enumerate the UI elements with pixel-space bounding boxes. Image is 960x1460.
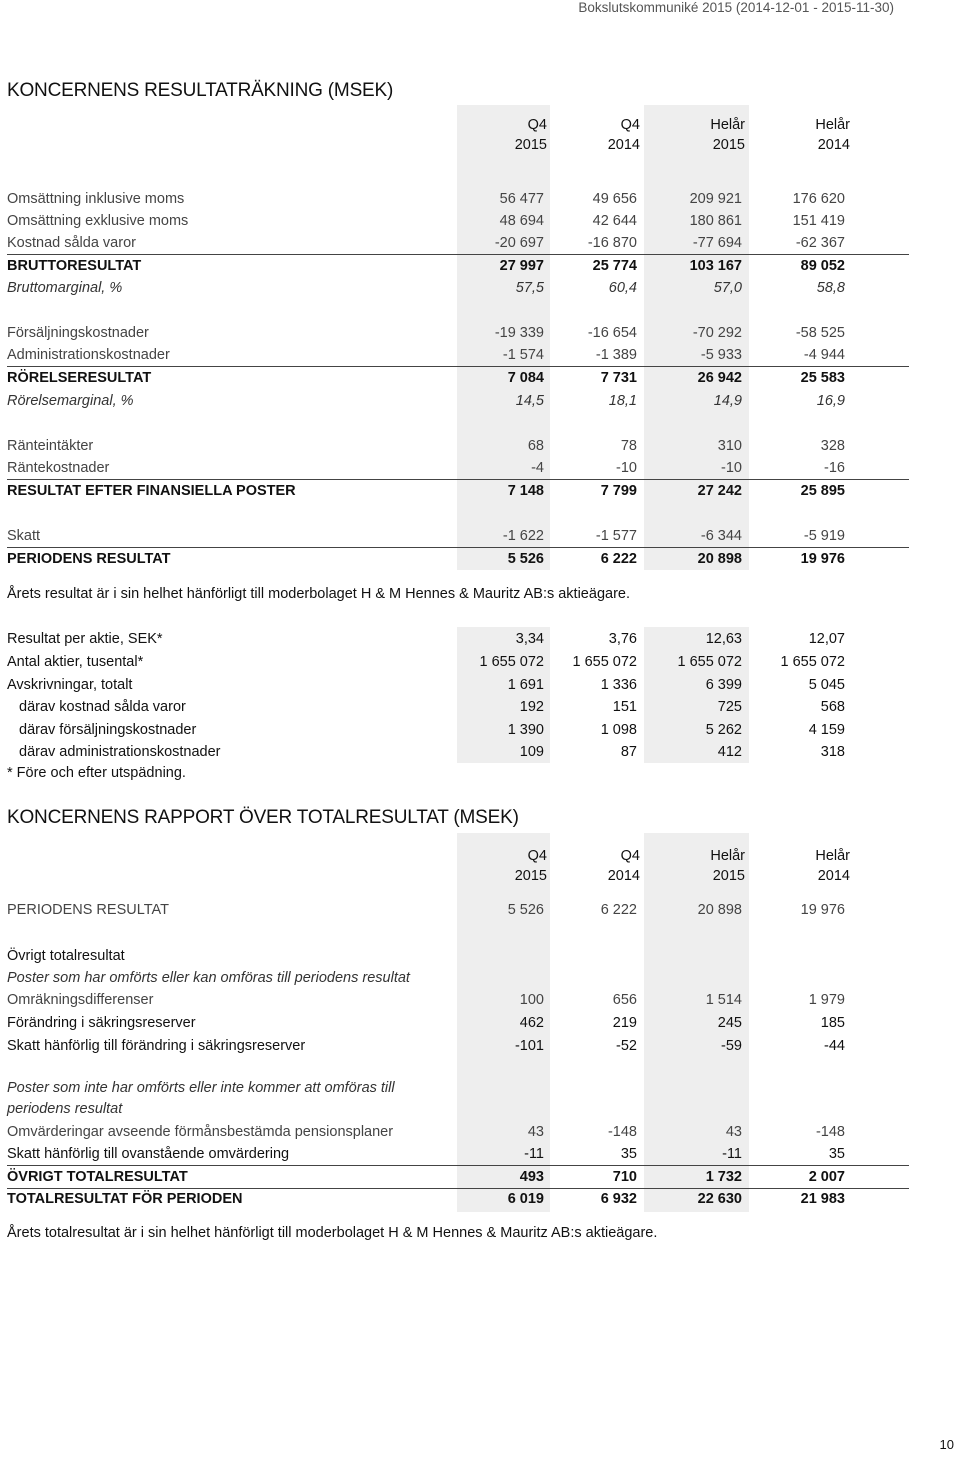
cell: 568 <box>820 699 845 715</box>
table-row <box>7 457 853 479</box>
col-header-2-line2: 2014 <box>607 137 640 153</box>
cell: 14,9 <box>713 393 742 409</box>
cell: -70 292 <box>692 325 742 341</box>
col-header-3-line1: Helår <box>710 848 745 864</box>
row-label: Omräkningsdifferenser <box>7 992 154 1008</box>
row-label: Antal aktier, tusental* <box>7 654 144 670</box>
cell: -11 <box>524 1146 544 1162</box>
table-row <box>7 277 853 299</box>
cell: 25 583 <box>800 370 845 386</box>
cell: 18,1 <box>608 393 637 409</box>
cell: 1 655 072 <box>572 654 637 670</box>
table-row <box>7 548 853 570</box>
cell: 1 098 <box>600 722 637 738</box>
row-label: Övrigt totalresultat <box>7 948 125 964</box>
row-label: Administrationskostnader <box>7 347 170 363</box>
cell: 48 694 <box>499 213 544 229</box>
col-header-2-line2: 2014 <box>607 868 640 884</box>
col-header-4-line2: 2014 <box>817 137 850 153</box>
cell: 89 052 <box>800 258 845 274</box>
cell: 27 242 <box>697 483 742 499</box>
table-row <box>7 628 853 650</box>
table-row <box>7 741 853 763</box>
cell: 151 419 <box>792 213 845 229</box>
cell: 58,8 <box>816 280 845 296</box>
cell: 462 <box>519 1015 544 1031</box>
cell: 1 655 072 <box>479 654 544 670</box>
table-row <box>7 1188 853 1210</box>
subheading <box>7 1077 853 1099</box>
row-label: RESULTAT EFTER FINANSIELLA POSTER <box>7 483 296 499</box>
income-statement-title: KONCERNENS RESULTATRÄKNING (MSEK) <box>7 80 394 101</box>
cell: 57,5 <box>515 280 544 296</box>
cell: 21 983 <box>800 1191 845 1207</box>
table-row <box>7 390 853 412</box>
row-label: Kostnad sålda varor <box>7 235 136 251</box>
cell: -59 <box>721 1038 742 1054</box>
table-row <box>7 435 853 457</box>
table-row <box>7 719 853 741</box>
cell: -44 <box>824 1038 845 1054</box>
row-label: Skatt hänförlig till ovanstående omvärdering <box>7 1146 290 1162</box>
cell: 2 007 <box>808 1169 845 1185</box>
cell: 6 019 <box>507 1191 544 1207</box>
cell: -1 574 <box>502 347 544 363</box>
row-label: Resultat per aktie, SEK* <box>7 631 163 647</box>
income-statement-note: Årets resultat är i sin helhet hänförligt till moderbolaget H & M Hennes & Mauritz AB:s aktieägare. <box>7 586 630 602</box>
cell: -62 367 <box>795 235 845 251</box>
cell: 5 045 <box>808 677 845 693</box>
row-label: BRUTTORESULTAT <box>7 258 142 274</box>
cell: -16 <box>824 460 845 476</box>
table-row <box>7 1166 853 1188</box>
col-header-3-line2: 2015 <box>712 137 745 153</box>
table-row <box>7 188 853 210</box>
cell: 109 <box>519 744 544 760</box>
cell: 710 <box>612 1169 637 1185</box>
col-header-1-line1: Q4 <box>527 117 547 133</box>
cell: 3,76 <box>608 631 637 647</box>
row-label: Skatt hänförlig till förändring i säkringsreserver <box>7 1038 306 1054</box>
cell: 1 979 <box>808 992 845 1008</box>
cell: -1 577 <box>595 528 637 544</box>
col-header-4-line1: Helår <box>815 117 850 133</box>
row-label: Försäljningskostnader <box>7 325 149 341</box>
cell: 3,34 <box>515 631 544 647</box>
table-row <box>7 899 853 921</box>
comprehensive-income-title: KONCERNENS RAPPORT ÖVER TOTALRESULTAT (MSEK) <box>7 807 519 828</box>
cell: -58 525 <box>795 325 845 341</box>
row-label: därav administrationskostnader <box>19 744 221 760</box>
table-row <box>7 1012 853 1034</box>
cell: -19 339 <box>494 325 544 341</box>
cell: 12,63 <box>705 631 742 647</box>
table-row <box>7 696 853 718</box>
cell: 176 620 <box>792 191 845 207</box>
cell: 185 <box>820 1015 845 1031</box>
row-label: Omsättning inklusive moms <box>7 191 185 207</box>
row-label: Bruttomarginal, % <box>7 280 123 296</box>
cell: 6 222 <box>600 551 637 567</box>
cell: 493 <box>519 1169 544 1185</box>
subheading <box>7 967 853 989</box>
row-label: Omsättning exklusive moms <box>7 213 189 229</box>
row-label: ÖVRIGT TOTALRESULTAT <box>7 1169 188 1185</box>
cell: 1 655 072 <box>780 654 845 670</box>
cell: 1 390 <box>507 722 544 738</box>
subheading <box>7 1098 853 1120</box>
cell: 310 <box>717 438 742 454</box>
cell: -10 <box>616 460 637 476</box>
cell: 1 691 <box>507 677 544 693</box>
cell: -16 654 <box>587 325 637 341</box>
cell: -4 944 <box>803 347 845 363</box>
cell: 27 997 <box>499 258 544 274</box>
row-label: periodens resultat <box>7 1101 123 1117</box>
cell: 328 <box>820 438 845 454</box>
cell: 725 <box>717 699 742 715</box>
cell: 60,4 <box>608 280 637 296</box>
col-header-4-line1: Helår <box>815 848 850 864</box>
page-number: 10 <box>939 1437 954 1452</box>
table-row <box>7 525 853 547</box>
row-label: Poster som inte har omförts eller inte kommer att omföras till <box>7 1080 395 1096</box>
cell: 5 526 <box>507 551 544 567</box>
cell: 56 477 <box>499 191 544 207</box>
cell: -16 870 <box>587 235 637 251</box>
page-header: Bokslutskommuniké 2015 (2014-12-01 - 2015-11-30) <box>578 0 894 15</box>
table-row <box>7 1121 853 1143</box>
cell: -52 <box>616 1038 637 1054</box>
cell: 14,5 <box>515 393 544 409</box>
col-header-3-line2: 2015 <box>712 868 745 884</box>
col-header-1-line1: Q4 <box>527 848 547 864</box>
table-row <box>7 232 853 254</box>
cell: 22 630 <box>697 1191 742 1207</box>
cell: 78 <box>620 438 637 454</box>
table-row <box>7 367 853 389</box>
cell: 87 <box>620 744 637 760</box>
row-label: TOTALRESULTAT FÖR PERIODEN <box>7 1191 243 1207</box>
cell: 43 <box>725 1124 742 1140</box>
cell: 1 336 <box>600 677 637 693</box>
cell: 180 861 <box>689 213 742 229</box>
cell: 12,07 <box>808 631 845 647</box>
cell: -1 389 <box>595 347 637 363</box>
table-row <box>7 255 853 277</box>
subheading <box>7 945 853 967</box>
cell: 219 <box>612 1015 637 1031</box>
table-row <box>7 322 853 344</box>
cell: -77 694 <box>692 235 742 251</box>
cell: -148 <box>815 1124 845 1140</box>
row-label: Avskrivningar, totalt <box>7 677 133 693</box>
cell: 19 976 <box>800 902 845 918</box>
cell: 209 921 <box>689 191 742 207</box>
cell: 5 262 <box>705 722 742 738</box>
cell: -4 <box>531 460 544 476</box>
cell: 151 <box>612 699 637 715</box>
cell: -10 <box>721 460 742 476</box>
row-label: PERIODENS RESULTAT <box>7 551 171 567</box>
row-label: Räntekostnader <box>7 460 110 476</box>
table-row <box>7 480 853 502</box>
cell: 1 514 <box>705 992 742 1008</box>
cell: 35 <box>620 1146 637 1162</box>
cell: -6 344 <box>700 528 742 544</box>
cell: -148 <box>607 1124 637 1140</box>
table-row <box>7 1035 853 1057</box>
row-label: Förändring i säkringsreserver <box>7 1015 196 1031</box>
row-label: Skatt <box>7 528 41 544</box>
col-header-2-line1: Q4 <box>620 848 640 864</box>
table-row <box>7 344 853 366</box>
cell: 7 084 <box>507 370 544 386</box>
row-label: Rörelsemarginal, % <box>7 393 134 409</box>
table-row <box>7 989 853 1011</box>
cell: -5 933 <box>700 347 742 363</box>
cell: 6 399 <box>705 677 742 693</box>
cell: 5 526 <box>507 902 544 918</box>
cell: 318 <box>820 744 845 760</box>
cell: 7 799 <box>600 483 637 499</box>
cell: 43 <box>527 1124 544 1140</box>
cell: 49 656 <box>592 191 637 207</box>
cell: 16,9 <box>816 393 845 409</box>
cell: 19 976 <box>800 551 845 567</box>
table-row <box>7 1143 853 1165</box>
cell: -1 622 <box>502 528 544 544</box>
row-label: RÖRELSERESULTAT <box>7 370 152 386</box>
table-row <box>7 674 853 696</box>
cell: 35 <box>828 1146 845 1162</box>
cell: -101 <box>514 1038 544 1054</box>
cell: 6 932 <box>600 1191 637 1207</box>
row-label: Omvärderingar avseende förmånsbestämda pensionsplaner <box>7 1124 394 1140</box>
col-header-2-line1: Q4 <box>620 117 640 133</box>
row-label: därav kostnad sålda varor <box>19 699 186 715</box>
cell: 103 167 <box>689 258 742 274</box>
col-header-4-line2: 2014 <box>817 868 850 884</box>
key-figures-footnote: * Före och efter utspädning. <box>7 765 186 781</box>
row-label: Ränteintäkter <box>7 438 94 454</box>
cell: 25 774 <box>592 258 637 274</box>
cell: 245 <box>717 1015 742 1031</box>
cell: 412 <box>717 744 742 760</box>
row-label: PERIODENS RESULTAT <box>7 902 169 918</box>
cell: 6 222 <box>600 902 637 918</box>
cell: 7 731 <box>600 370 637 386</box>
row-label: Poster som har omförts eller kan omföras till periodens resultat <box>7 970 410 986</box>
col-header-1-line2: 2015 <box>514 137 547 153</box>
cell: 656 <box>612 992 637 1008</box>
cell: 42 644 <box>592 213 637 229</box>
table-row <box>7 210 853 232</box>
cell: 25 895 <box>800 483 845 499</box>
comprehensive-income-note: Årets totalresultat är i sin helhet hänförligt till moderbolaget H & M Hennes & Mauritz AB:s aktieägare. <box>7 1225 658 1241</box>
cell: 192 <box>519 699 544 715</box>
col-header-1-line2: 2015 <box>514 868 547 884</box>
cell: -5 919 <box>803 528 845 544</box>
cell: 1 732 <box>705 1169 742 1185</box>
cell: 68 <box>527 438 544 454</box>
cell: 26 942 <box>697 370 742 386</box>
cell: 4 159 <box>808 722 845 738</box>
cell: 20 898 <box>697 551 742 567</box>
row-label: därav försäljningskostnader <box>19 722 197 738</box>
cell: 1 655 072 <box>677 654 742 670</box>
cell: 7 148 <box>507 483 544 499</box>
cell: -11 <box>722 1146 742 1162</box>
cell: 100 <box>519 992 544 1008</box>
cell: 20 898 <box>697 902 742 918</box>
cell: -20 697 <box>494 235 544 251</box>
col-header-3-line1: Helår <box>710 117 745 133</box>
table-row <box>7 651 853 673</box>
cell: 57,0 <box>713 280 742 296</box>
